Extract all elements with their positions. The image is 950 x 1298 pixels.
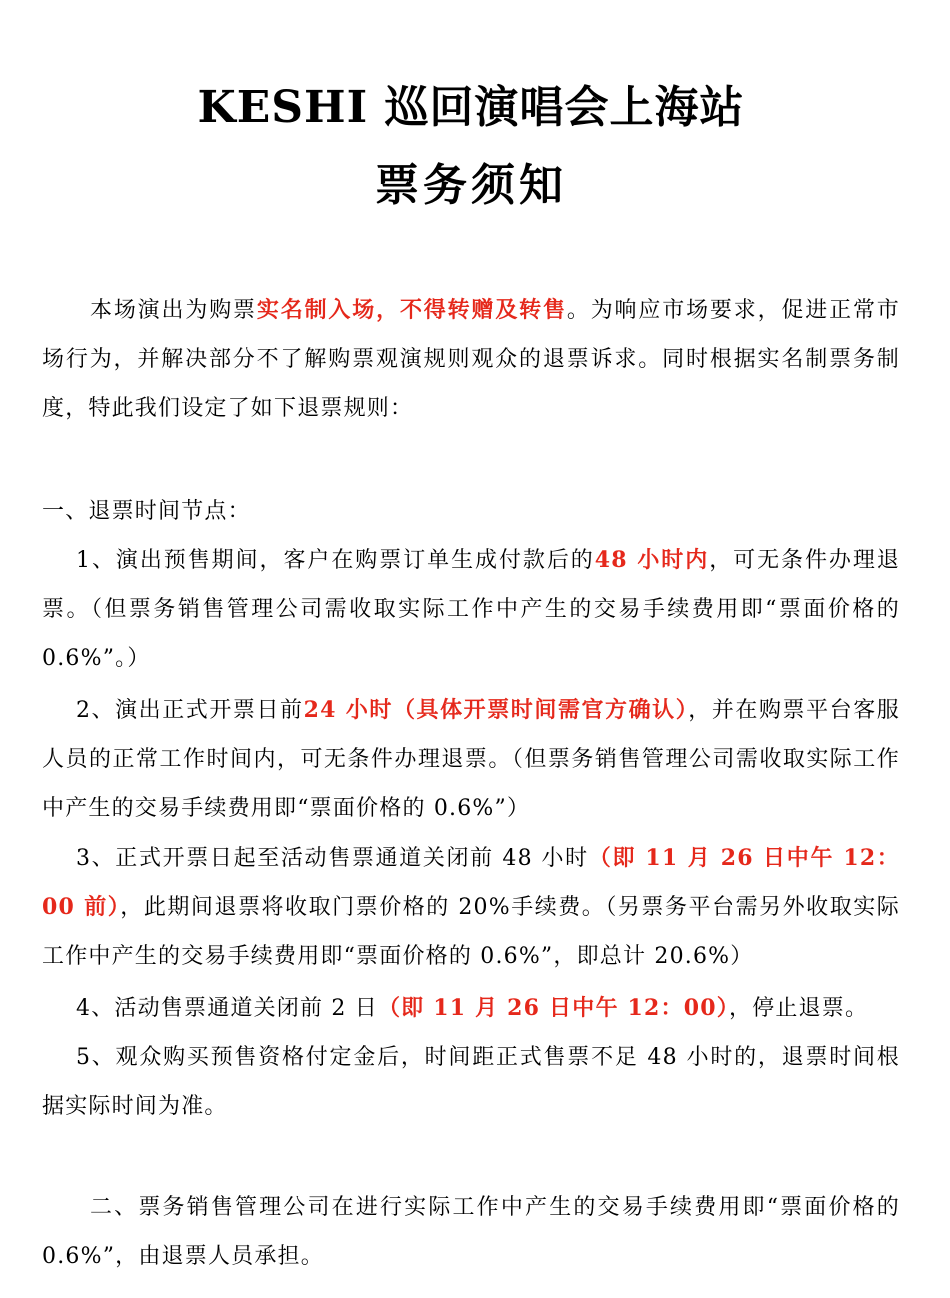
rule-text: ，此期间退票将收取门票价格的 20%手续费。（另票务平台需另外收取实际工作中产生的交易手续费用即“票面价格的 0.6%”，即总计 20.6%） (42, 895, 900, 969)
rule-text: 4、活动售票通道关闭前 2 日 (76, 996, 378, 1021)
rule-highlight: 24 小时（具体开票时间需官方确认） (303, 697, 689, 723)
section-2-paragraph: 二、票务销售管理公司在进行实际工作中产生的交易手续费用即“票面价格的 0.6%”，由退票人员承担。 (42, 1195, 900, 1269)
refund-rule-3 (42, 834, 900, 981)
refund-rule-1 (42, 536, 900, 683)
intro-text-end: 。为响应市场要求，促进正常市场行为，并解决部分不了解购票观演规则观众的退票诉求。同时根据实名制票务制度，特此我们设定了如下退票规则： (42, 298, 901, 421)
document-subtitle: 票务须知 (375, 160, 567, 211)
rule-text: ，可无条件办理退票。（但票务销售管理公司需收取实际工作中产生的交易手续费用即“票面价格的 0.6%”。） (42, 548, 900, 671)
rule-text: 3、正式开票日起至活动售票通道关闭前 48 小时 (76, 846, 589, 871)
section-1-heading: 一、退票时间节点： (42, 499, 251, 524)
rule-highlight: （即 11 月 26 日中午 12：00 前） (42, 845, 900, 920)
refund-rule-4 (42, 984, 900, 1033)
rule-text: 5、观众购买预售资格付定金后，时间距正式售票不足 48 小时的，退票时间根据实际时间为准。 (42, 1045, 900, 1119)
intro-paragraph (42, 286, 900, 433)
refund-rule-2 (42, 686, 900, 833)
refund-rule-5 (42, 1033, 900, 1131)
rule-text: 1、演出预售期间，客户在购票订单生成付款后的 (76, 548, 595, 573)
intro-highlight: 实名制入场，不得转赠及转售 (256, 297, 567, 323)
rule-highlight: （即 11 月 26 日中午 12：00） (377, 995, 729, 1021)
rule-text: 2、演出正式开票日前 (76, 698, 304, 723)
rule-highlight: 48 小时内 (594, 547, 710, 573)
document-title: KESHI 巡回演唱会上海站 (197, 82, 745, 133)
intro-text-start: 本场演出为购票 (90, 298, 257, 323)
rule-text: ，停止退票。 (728, 996, 869, 1021)
rule-text: ，并在购票平台客服人员的正常工作时间内，可无条件办理退票。（但票务销售管理公司需收取实际工作中产生的交易手续费用即“票面价格的 0.6%”） (42, 698, 900, 821)
